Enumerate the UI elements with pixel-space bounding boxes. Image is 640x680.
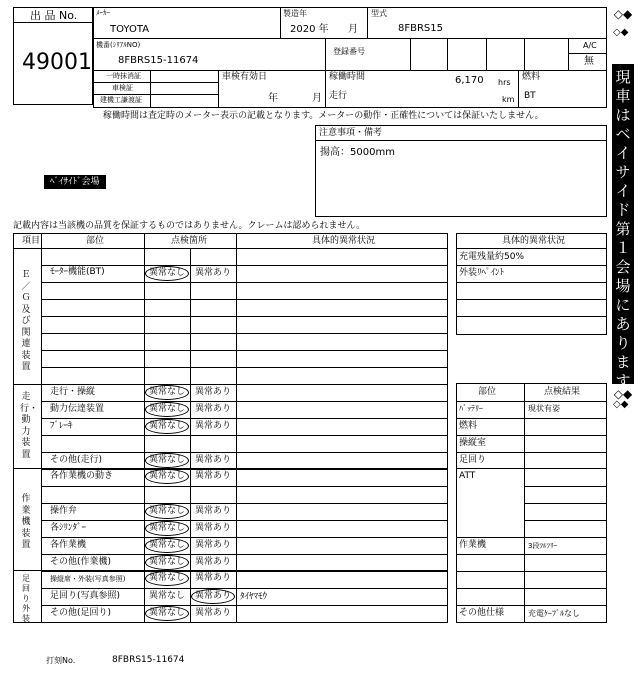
right-detail-line-2: 外装ﾘﾍﾟｲﾝﾄ: [459, 268, 505, 278]
inspection-month-unit: 月: [312, 93, 322, 104]
part-other-travel: その他(走行): [50, 455, 103, 465]
part-powertrain: 動力伝達装置: [50, 404, 105, 414]
model-label: 型式: [371, 9, 387, 18]
status-ng[interactable]: 異常あり: [195, 471, 232, 481]
status-ok[interactable]: 異常なし: [149, 591, 186, 601]
travel-label: 走行: [329, 91, 348, 101]
registration-label: 登録番号: [333, 47, 365, 56]
status-ok[interactable]: 異常なし: [149, 523, 186, 533]
status-ng[interactable]: 異常あり: [195, 608, 232, 618]
parts-att: ATT: [459, 471, 476, 481]
status-ng[interactable]: 異常あり: [195, 573, 232, 583]
header-detail: 具体的異常状況: [312, 236, 376, 246]
parts-cab: 操縦室: [459, 438, 487, 448]
stamp-label: 打刻No.: [46, 656, 76, 665]
part-cab-exterior: 操縦席・外装(写真参照): [50, 575, 126, 583]
circle-ok-marker: [145, 555, 189, 570]
parts-chassis: 足回り: [459, 455, 487, 465]
right-parts-header-part: 部位: [478, 387, 497, 397]
diamond-marks-bottom: ◇◆: [613, 387, 633, 401]
cert-label-3: 建機工謙渡証: [100, 96, 142, 104]
hours-unit: hrs: [498, 78, 511, 87]
circle-ok-marker: [145, 266, 189, 281]
ac-value: 無: [584, 56, 594, 67]
group-label-chassis: 足回り外装: [22, 574, 30, 623]
circle-ok-marker: [145, 385, 189, 400]
circle-ok-marker: [145, 402, 189, 417]
circle-ok-marker: [145, 453, 189, 468]
status-ng[interactable]: 異常あり: [195, 387, 232, 397]
status-ng[interactable]: 異常あり: [195, 540, 232, 550]
part-valve: 操作弁: [50, 506, 78, 516]
notes-value: 揚高：5000mm: [320, 147, 395, 158]
right-parts-header-result: 点検結果: [544, 387, 581, 397]
part-brake: ﾌﾞﾚｰｷ: [50, 421, 73, 431]
model-value: 8FBRS15: [398, 23, 443, 34]
part-travel: 走行・操縦: [50, 387, 96, 397]
travel-unit: km: [502, 95, 515, 104]
status-ok[interactable]: 異常なし: [149, 268, 186, 278]
notes-box: [315, 125, 607, 217]
hours-label: 稼働時間: [329, 72, 366, 82]
part-undercarriage: 足回り(写真参照): [50, 591, 121, 601]
part-cylinder: 各ｼﾘﾝﾀﾞｰ: [50, 523, 87, 533]
result-battery: 現状有姿: [528, 404, 560, 413]
maker-value: TOYOTA: [110, 24, 150, 35]
parts-battery: ﾊﾞｯﾃﾘｰ: [459, 404, 483, 413]
status-ok[interactable]: 異常なし: [149, 421, 186, 431]
lot-label: 出 品 No.: [30, 9, 78, 22]
group-label-engine: Ｅ／Ｇ及び関連装置: [21, 270, 31, 372]
year-label: 製造年: [283, 9, 307, 18]
status-ok[interactable]: 異常なし: [149, 455, 186, 465]
year-value: 2020 年: [290, 24, 329, 35]
fuel-label: 燃料: [522, 72, 541, 82]
status-ok[interactable]: 異常なし: [149, 608, 186, 618]
status-ok[interactable]: 異常なし: [149, 471, 186, 481]
location-text: 現車はベイサイド第１会場にあります: [612, 64, 634, 384]
status-ng[interactable]: 異常あり: [195, 557, 232, 567]
location-banner: [611, 8, 635, 418]
cert-label-2: 車検証: [112, 84, 133, 92]
part-motor: ﾓｰﾀｰ機能(BT): [50, 267, 105, 277]
status-ng[interactable]: 異常あり: [195, 591, 232, 601]
status-ng[interactable]: 異常あり: [195, 268, 232, 278]
parts-other: その他仕様: [459, 608, 505, 618]
circle-ok-marker: [145, 419, 189, 434]
header-check: 点検箇所: [171, 236, 208, 246]
inspection-year-unit: 年: [268, 93, 278, 104]
circle-ok-marker: [145, 521, 189, 536]
serial-label: 機番(ｼﾘｱﾙNO): [96, 41, 141, 49]
circle-ng-marker: [191, 589, 235, 604]
part-other-work: その他(作業機): [50, 557, 112, 567]
header-item: 項目: [22, 236, 41, 246]
status-ng[interactable]: 異常あり: [195, 404, 232, 414]
diamond-marks-top: ◇◆: [613, 7, 633, 21]
stamp-value: 8FBRS15-11674: [112, 655, 185, 665]
circle-ok-marker: [145, 606, 189, 621]
group-label-work: 作業機装置: [21, 494, 31, 550]
status-ng[interactable]: 異常あり: [195, 455, 232, 465]
status-ok[interactable]: 異常なし: [149, 540, 186, 550]
status-ng[interactable]: 異常あり: [195, 421, 232, 431]
quality-notice: 記載内容は当該機の品質を保証するものではありません。クレームは認められません。: [13, 221, 366, 231]
month-unit: 月: [348, 24, 358, 35]
detail-undercarriage: ﾀｲﾔﾏﾓｳ: [240, 592, 268, 602]
lot-number: 49001: [22, 50, 92, 75]
right-detail-header: 具体的異常状況: [502, 236, 566, 246]
ac-label: A/C: [583, 41, 597, 50]
result-other: 充電ｹｰﾌﾞﾙなし: [528, 609, 580, 618]
status-ng[interactable]: 異常あり: [195, 523, 232, 533]
maker-label: ﾒｰｶｰ: [96, 9, 110, 17]
notes-label: 注意事項・備考: [319, 128, 383, 138]
part-other-chassis: その他(足回り): [50, 608, 112, 618]
status-ok[interactable]: 異常なし: [149, 573, 186, 583]
header-part: 部位: [86, 236, 105, 246]
parts-work: 作業機: [459, 540, 487, 550]
circle-ok-marker: [145, 538, 189, 553]
status-ok[interactable]: 異常なし: [149, 557, 186, 567]
right-detail-line-1: 充電残量約50%: [459, 252, 525, 262]
status-ok[interactable]: 異常なし: [149, 506, 186, 516]
group-label-drive: 走行・動力装置: [20, 392, 39, 460]
cert-label-1: 一時抹消証: [106, 72, 141, 80]
inspection-label: 車検有効日: [222, 72, 268, 82]
serial-value: 8FBRS15-11674: [118, 55, 199, 66]
status-ok[interactable]: 異常なし: [149, 387, 186, 397]
result-work: 3段ﾌﾙﾌﾘｰ: [528, 542, 557, 550]
fuel-value: BT: [524, 91, 536, 101]
hours-value: 6,170: [455, 75, 484, 86]
circle-ok-marker: [145, 504, 189, 519]
status-ng[interactable]: 異常あり: [195, 506, 232, 516]
diamond-marks-top-2: ◇◆: [613, 27, 629, 38]
part-work-motion: 各作業機の動き: [50, 471, 114, 481]
hours-notice: 稼働時間は査定時のメーター表示の記載となります。メーターの動作・正確性については保証いたしません。: [103, 111, 544, 121]
circle-ok-marker: [145, 571, 189, 586]
part-work-machine: 各作業機: [50, 540, 87, 550]
status-ok[interactable]: 異常なし: [149, 404, 186, 414]
venue-tag: ﾍﾞｲｻｲﾄﾞ会場: [44, 175, 106, 189]
diamond-marks-bottom-2: ◇◆: [613, 399, 629, 410]
circle-ok-marker: [145, 469, 189, 484]
parts-fuel: 燃料: [459, 421, 478, 431]
